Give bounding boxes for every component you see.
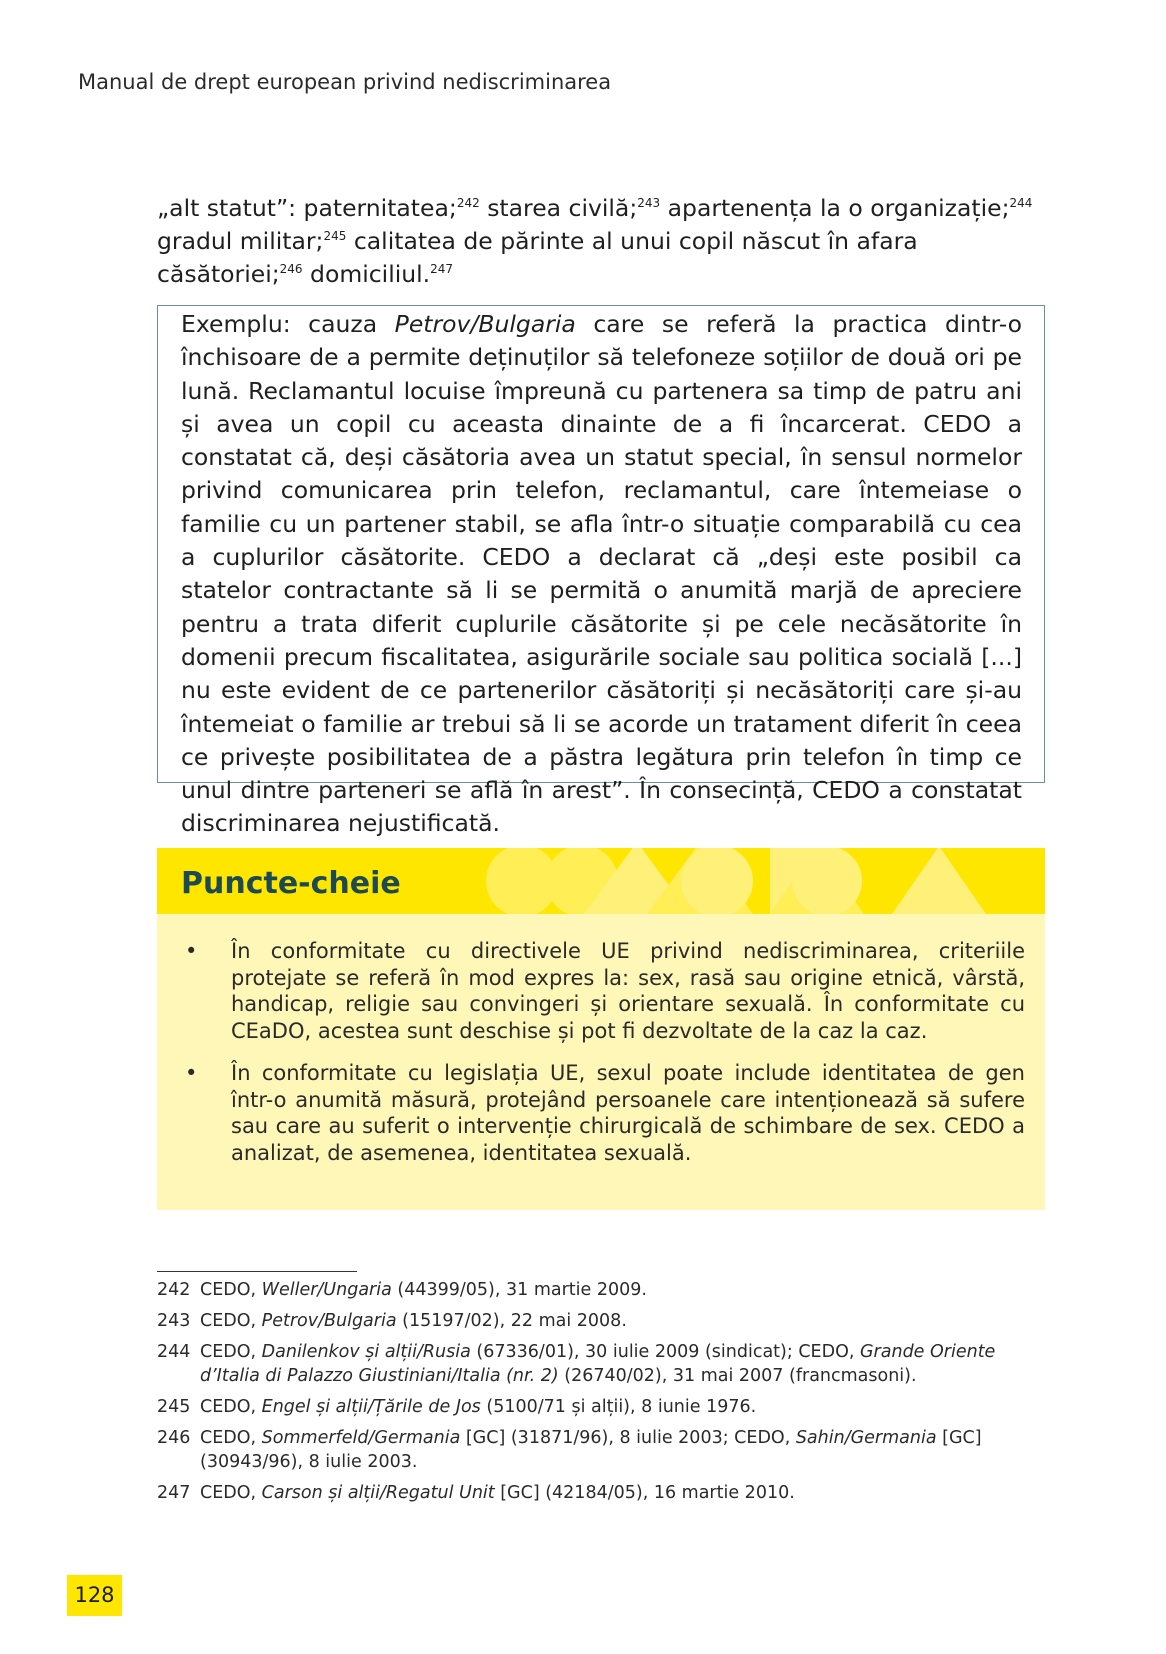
footnote-ref[interactable]: 246 [279,262,303,276]
footnote-ref[interactable]: 243 [637,196,661,210]
key-points-box [157,848,1045,1210]
key-points-header [157,848,1045,914]
list-item: • În conformitate cu directivele UE privind nediscriminarea, criteriile protejate se referă în mod expres la: sex, rasă sau origine etnică, vârstă, handicap, religie sau convingeri și orientare sexuală. În conformitate cu CEaDO, acestea sunt deschise și pot fi dezvoltate de la caz la caz. [185,939,1025,1043]
footnote-number: 246 [157,1428,191,1448]
footnote: 242 CEDO, Weller/Ungaria (44399/05), 31 martie 2009. [157,1280,647,1300]
example-text: Exemplu: cauza Petrov/Bulgaria care se referă la practica dintr-o închisoare de a permite deținuților să telefoneze soțiilor de două ori pe lună. Reclamantul locuise împreună cu partenera sa timp de patru ani și avea un copil cu aceasta dinainte de a fi încarcerat. CEDO a constatat că, deși căsătoria avea un statut special, în sensul normelor privind comunicarea prin telefon, reclamantul, care întemeiase o familie cu un partener stabil, se afla într-o situație comparabilă cu cea a cuplurilor căsătorite. CEDO a declarat că „deși este posibil ca statelor contractante să li se permită o anumită marjă de apreciere pentru a trata diferit cuplurile căsătorite și pe cele necăsătorite în domenii precum fiscalitatea, asigurările sociale sau politica socială [...] nu este evident de ce partenerilor căsătoriți și necăsătoriți care și-au întemeiat o familie ar trebui să li se acorde un tratament diferit în ceea ce privește posibilitatea de a păstra legătura prin telefon în timp ce unul dintre parteneri se află în arest”. În consecință, CEDO a constatat discriminarea nejustificată. [181,310,1022,838]
bullet-icon: • [185,939,198,963]
footnote: 247 CEDO, Carson și alții/Regatul Unit [GC] (42184/05), 16 martie 2010. [157,1483,795,1503]
running-header: Manual de drept european privind nediscriminarea [78,70,612,94]
example-box [157,305,1045,838]
page-number: 128 [67,1575,122,1616]
intro-paragraph: „alt statut”: paternitatea;$^{242}$ starea civilă;$^{243}$ apartenența la o organizație;$^{244}$ gradul militar;$^{245}$ calitatea de părinte al unui copil născut în afara căsătoriei;$^{246}$ domiciliul.$^{247}$ [157,194,1033,288]
footnote: 243 CEDO, Petrov/Bulgaria (15197/02), 22 mai 2008. [157,1311,627,1331]
case-name: Petrov/Bulgaria [394,310,576,338]
key-points-title: Puncte-cheie [181,866,401,901]
footnotes [157,1278,1047,1512]
footnote-number: 242 [157,1280,191,1300]
footnote-number: 245 [157,1397,191,1417]
bullet-icon: • [185,1061,198,1085]
footnote-number: 247 [157,1483,191,1503]
footnote-ref[interactable]: 242 [456,196,480,210]
footnote: 245 CEDO, Engel și alții/Țările de Jos (5100/71 și alții), 8 iunie 1976. [157,1397,757,1417]
footnote-number: 244 [157,1342,191,1362]
footnote-ref[interactable]: 244 [1009,196,1033,210]
footnote-ref[interactable]: 247 [430,262,454,276]
footnote-number: 243 [157,1311,191,1331]
footnote-divider [157,1271,357,1272]
key-points-list [181,938,1025,1182]
footnote-ref[interactable]: 245 [323,229,347,243]
footnote: 246 CEDO, Sommerfeld/Germania [GC] (31871/96), 8 iulie 2003; CEDO, Sahin/Germania [GC] (30943/96), 8 iulie 2003. [157,1428,982,1472]
footnote: 244 CEDO, Danilenkov și alții/Rusia (67336/01), 30 iulie 2009 (sindicat); CEDO, Grande Oriente d’Italia di Palazzo Giustiniani/Italia (nr. 2) (26740/02), 31 mai 2007 (francmasoni). [157,1342,996,1386]
list-item: • În conformitate cu legislația UE, sexul poate include identitatea de gen într-o anumită măsură, protejând persoanele care intenționează să sufere sau care au suferit o intervenție chirurgicală de schimbare de sex. CEDO a analizat, de asemenea, identitatea sexuală. [185,1061,1025,1165]
